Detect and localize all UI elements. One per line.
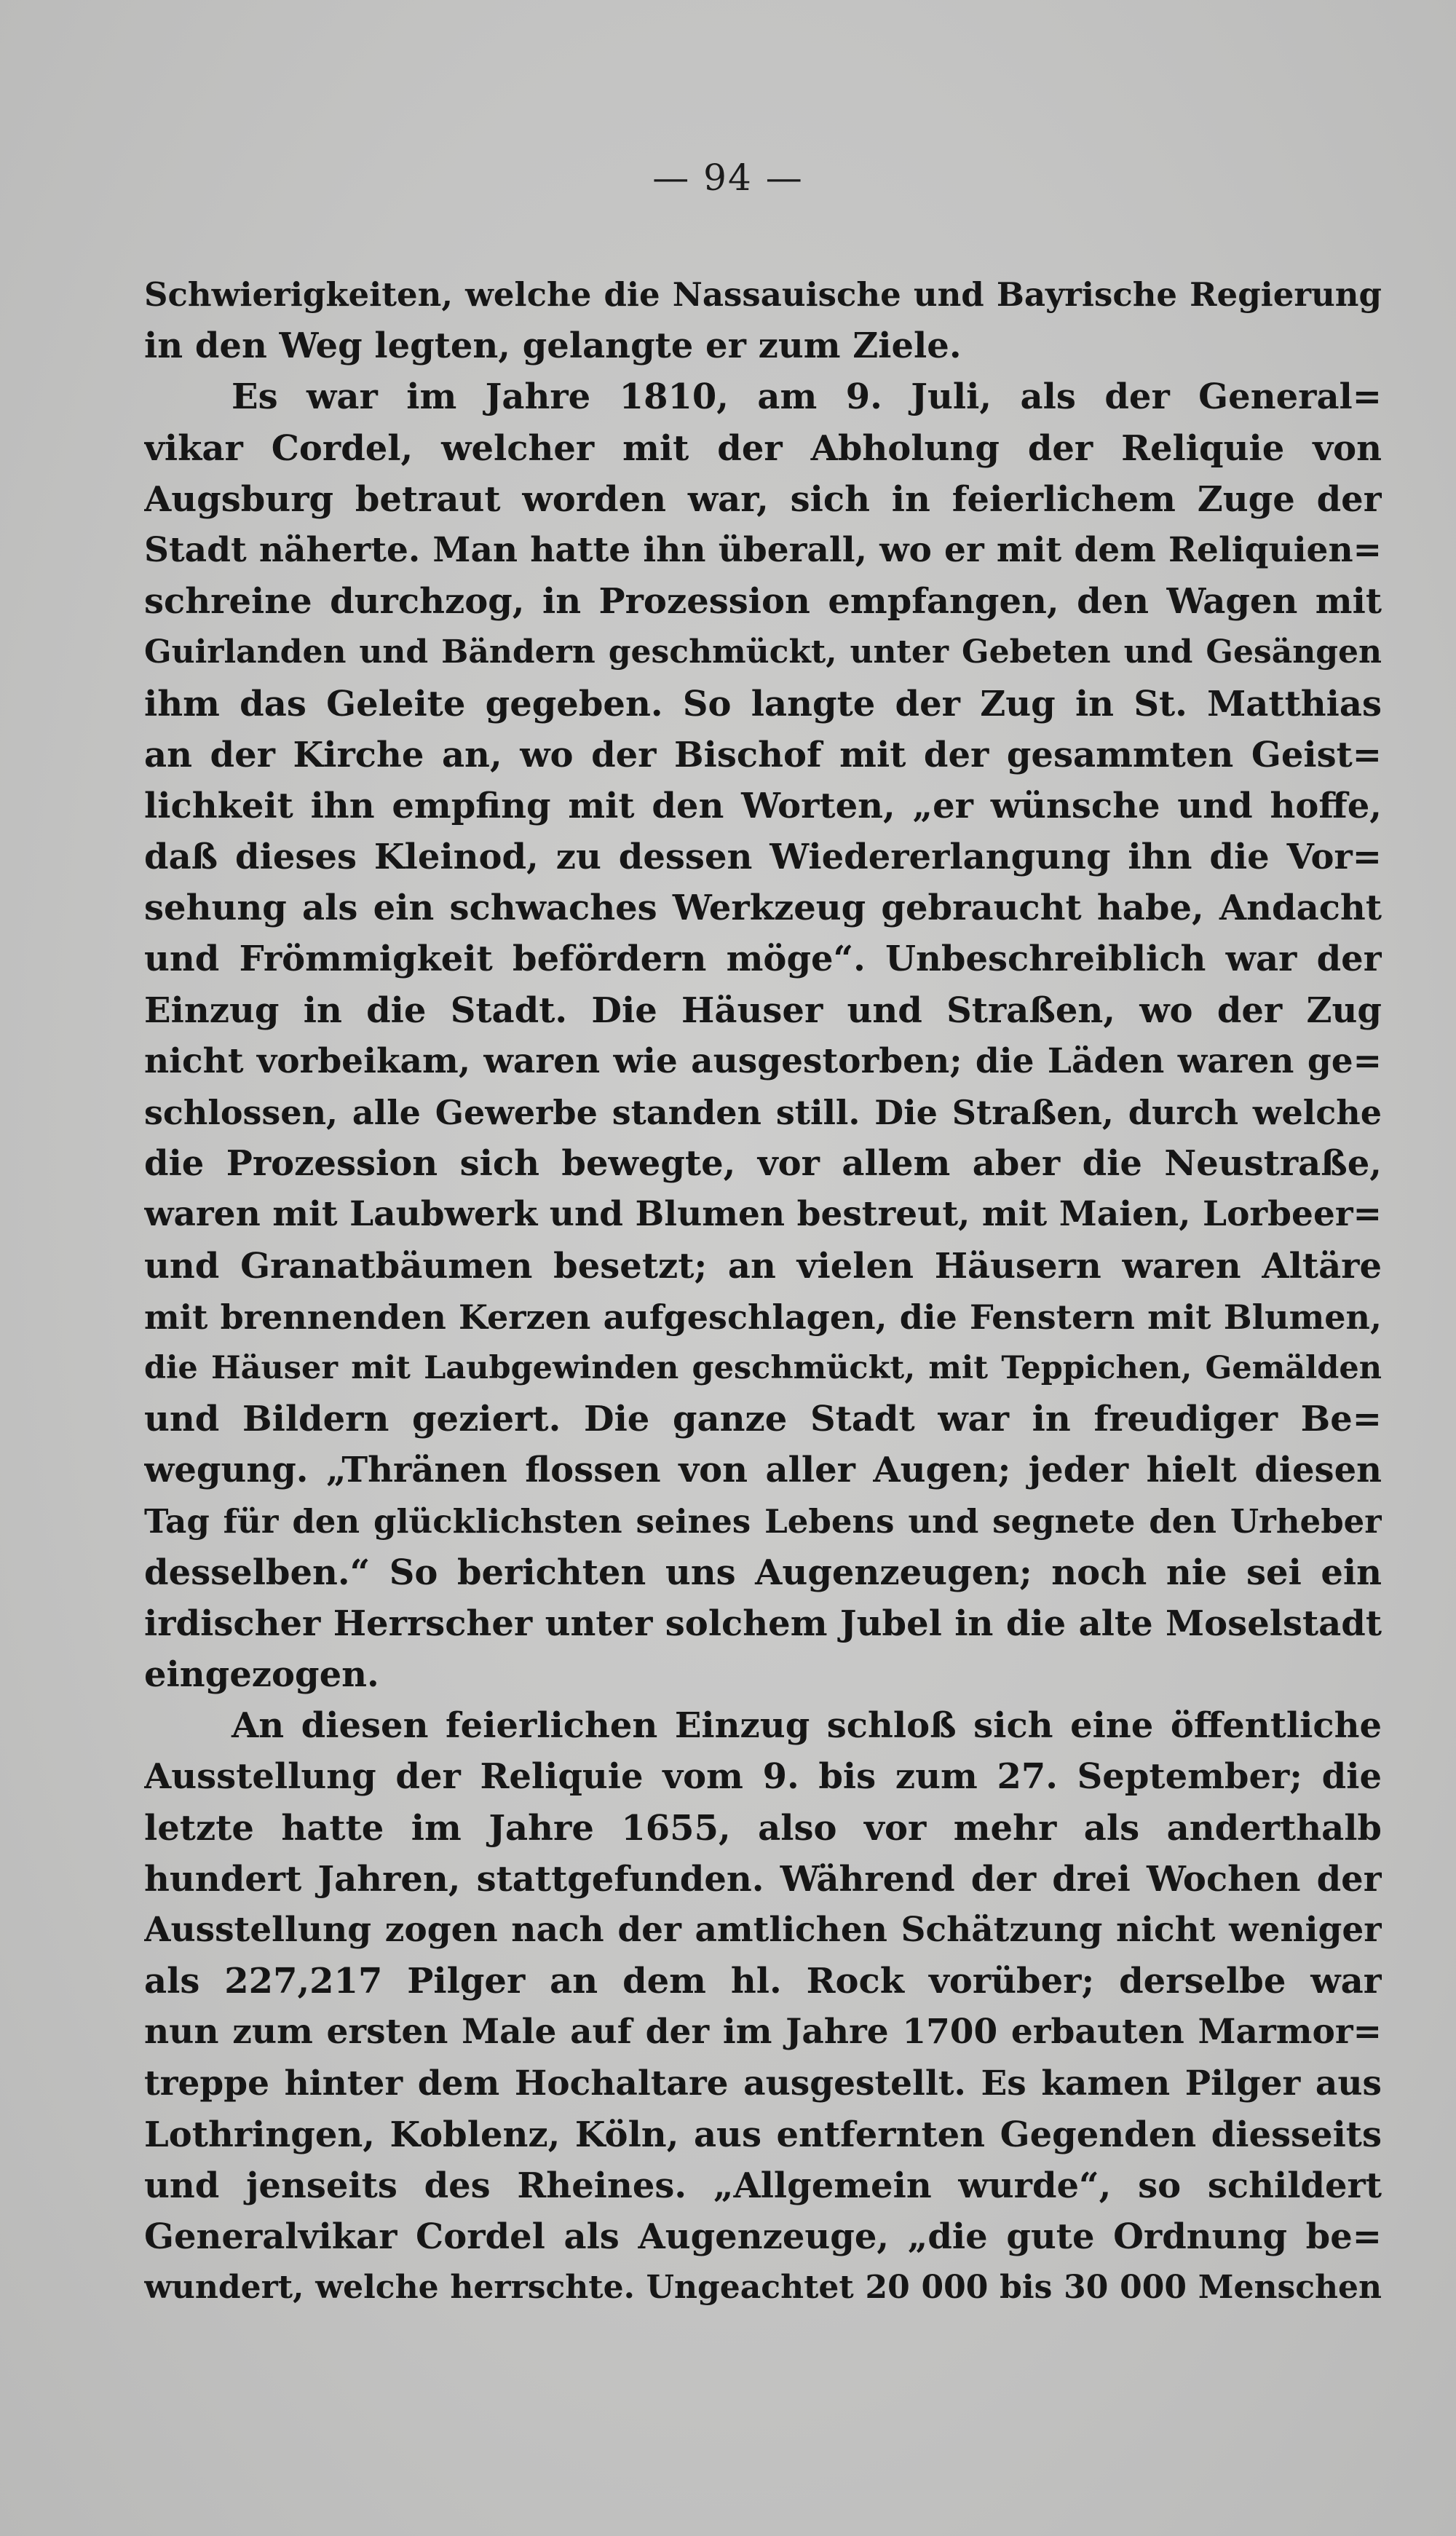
text-line: ihm das Geleite gegeben. So langte der Zug in St. Matthias <box>144 683 1382 724</box>
text-line: Generalvikar Cordel als Augenzeuge, „die gute Ordnung be= <box>144 2216 1382 2258</box>
text-line: Schwierigkeiten, welche die Nassauische und Bayrische Regierung <box>144 275 1382 314</box>
text-line: Einzug in die Stadt. Die Häuser und Straßen, wo der Zug <box>144 989 1382 1031</box>
text-line: wegung. „Thränen flossen von aller Augen; jeder hielt diesen <box>144 1450 1382 1491</box>
text-line: desselben.“ So berichten uns Augenzeugen; noch nie sei ein <box>144 1552 1382 1593</box>
text-line: nicht vorbeikam, waren wie ausgestorben; die Läden waren ge= <box>144 1040 1382 1081</box>
text-line: Ausstellung zogen nach der amtlichen Schätzung nicht weniger <box>144 1910 1382 1950</box>
text-line: waren mit Laubwerk und Blumen bestreut, mit Maien, Lorbeer= <box>144 1194 1382 1235</box>
text-line: und jenseits des Rheines. „Allgemein wurde“, so schildert <box>144 2165 1382 2206</box>
text-line: vikar Cordel, welcher mit der Abholung der Reliquie von <box>144 427 1382 469</box>
text-line: Es war im Jahre 1810, am 9. Juli, als der General= <box>232 376 1382 418</box>
text-line: an der Kirche an, wo der Bischof mit der gesammten Geist= <box>144 734 1382 775</box>
text-line: nun zum ersten Male auf der im Jahre 1700 erbauten Marmor= <box>144 2012 1382 2053</box>
text-line: als 227,217 Pilger an dem hl. Rock vorüber; derselbe war <box>144 1961 1382 2002</box>
text-line: daß dieses Kleinod, zu dessen Wiedererlangung ihn die Vor= <box>144 837 1382 878</box>
text-line: die Prozession sich bewegte, vor allem aber die Neustraße, <box>144 1143 1382 1185</box>
text-line: sehung als ein schwaches Werkzeug gebraucht habe, Andacht <box>144 888 1382 929</box>
text-line: und Bildern geziert. Die ganze Stadt war in freudiger Be= <box>144 1399 1382 1440</box>
text-line: wundert, welche herrschte. Ungeachtet 20 000 bis 30 000 Menschen <box>144 2269 1382 2307</box>
text-line: treppe hinter dem Hochaltare ausgestellt. Es kamen Pilger aus <box>144 2063 1382 2104</box>
text-line: hundert Jahren, stattgefunden. Während der drei Wochen der <box>144 1858 1382 1900</box>
text-line: schlossen, alle Gewerbe standen still. Die Straßen, durch welche <box>144 1093 1382 1132</box>
text-line: mit brennenden Kerzen aufgeschlagen, die Fenstern mit Blumen, <box>144 1297 1382 1337</box>
text-line: schreine durchzog, in Prozession empfangen, den Wagen mit <box>144 581 1382 623</box>
text-line: die Häuser mit Laubgewinden geschmückt, mit Teppichen, Gemälden <box>144 1349 1382 1386</box>
text-line: letzte hatte im Jahre 1655, also vor mehr als anderthalb <box>144 1807 1382 1849</box>
text-line: Lothringen, Koblenz, Köln, aus entfernten Gegenden diesseits <box>144 2114 1382 2155</box>
page-number: — 94 — <box>652 157 804 199</box>
text-line: Augsburg betraut worden war, sich in feierlichem Zuge der <box>144 478 1382 520</box>
text-line: in den Weg legten, gelangte er zum Ziele. <box>144 325 962 367</box>
text-line: irdischer Herrscher unter solchem Jubel in die alte Moselstadt <box>144 1603 1382 1644</box>
text-line: lichkeit ihn empfing mit den Worten, „er wünsche und hoffe, <box>144 785 1382 826</box>
text-line: Guirlanden und Bändern geschmückt, unter Gebeten und Gesängen <box>144 633 1382 671</box>
text-line: An diesen feierlichen Einzug schloß sich eine öffentliche <box>232 1705 1382 1747</box>
text-line: eingezogen. <box>144 1654 379 1696</box>
text-line: Ausstellung der Reliquie vom 9. bis zum 27. September; die <box>144 1756 1382 1798</box>
text-line: Tag für den glücklichsten seines Lebens und segnete den Urheber <box>144 1501 1382 1541</box>
body-text <box>144 269 1382 2314</box>
text-line: und Frömmigkeit befördern möge“. Unbeschreiblich war der <box>144 939 1382 980</box>
text-line: Stadt näherte. Man hatte ihn überall, wo er mit dem Reliquien= <box>144 529 1382 570</box>
text-line: und Granatbäumen besetzt; an vielen Häusern waren Altäre <box>144 1245 1382 1287</box>
